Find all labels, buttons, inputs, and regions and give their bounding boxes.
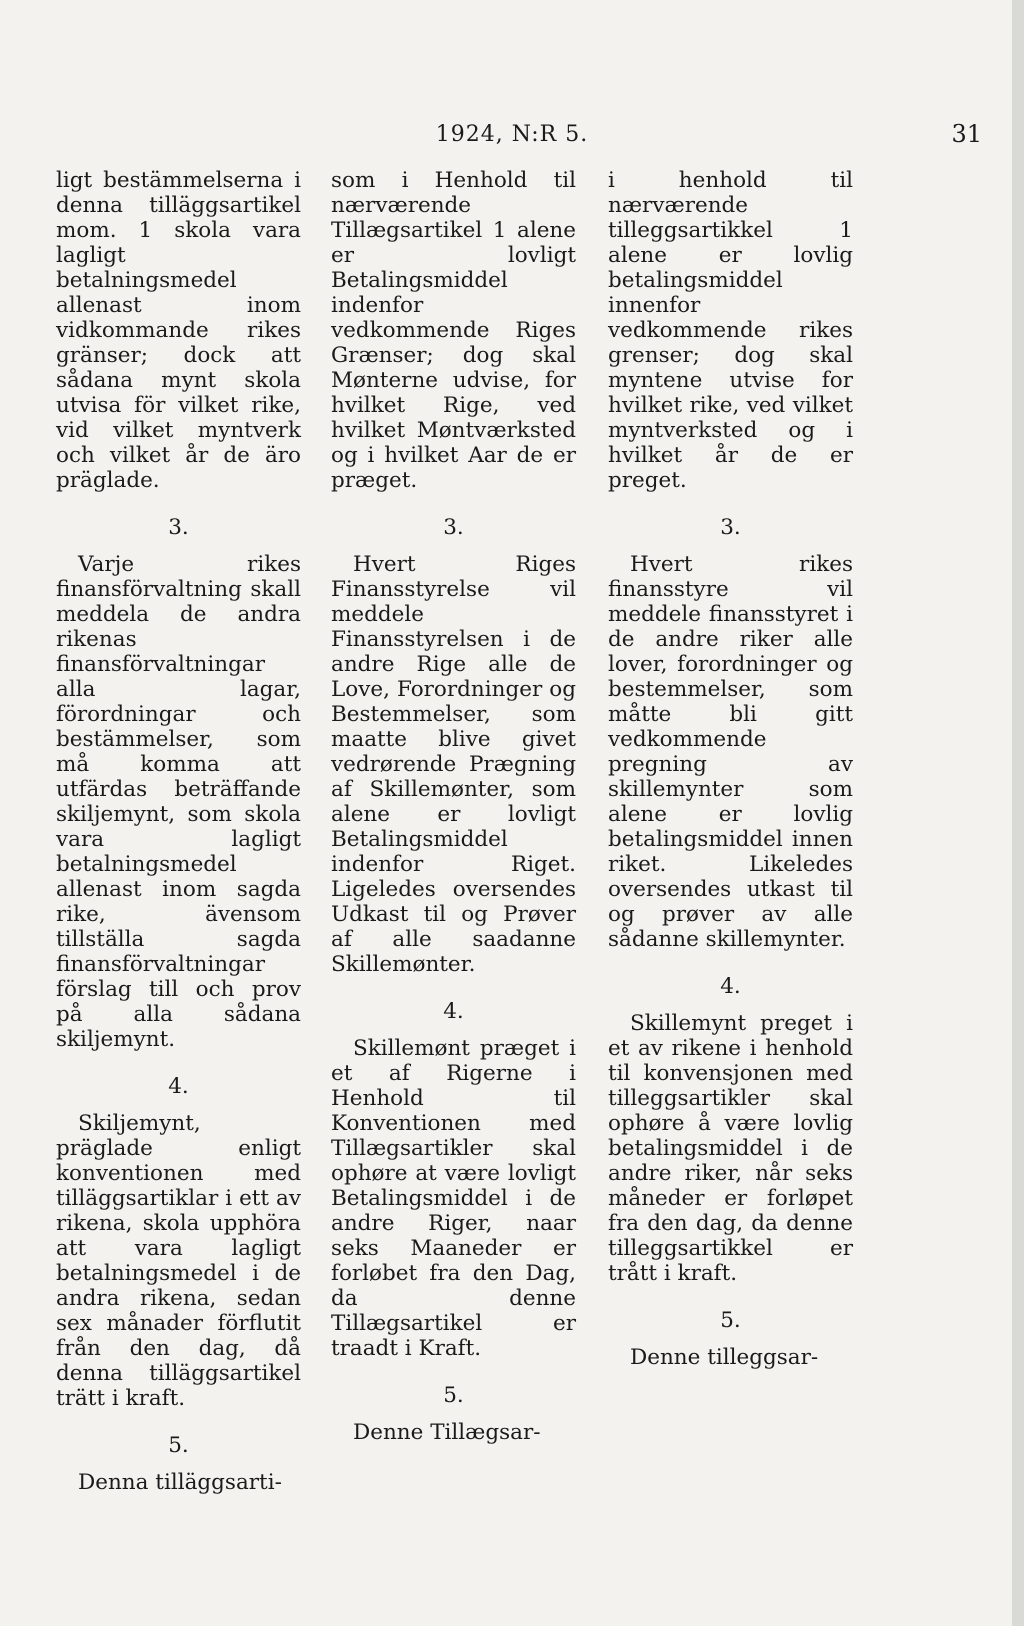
section-heading-4: 4. bbox=[720, 974, 741, 999]
paragraph-section-5: Denne tilleggsar- bbox=[630, 1345, 819, 1370]
paragraph-section-3: Varje rikes finansförvaltning skall meddela de andra rikenas finansförvaltningar alla lagar, förordningar och bestämmelser, som må komma att utfärdas beträffande skiljemynt, som skola vara lagligt betalningsmedel allenast inom sagda rike, ävensom tillställa sagda finansförvaltningar förslag till och prov på alla sådana skiljemynt. bbox=[56, 552, 301, 1052]
paragraph-section-4: Skillemynt preget i et av rikene i henhold til konvensjonen med tilleggsartikler skal ophøre å være lovlig betalingsmiddel i de andre riker, når seks måneder er forløpet fra den dag, da denne tilleggsartikkel er trått i kraft. bbox=[608, 1011, 853, 1286]
column-norwegian bbox=[608, 168, 853, 1370]
paragraph-section-4: Skiljemynt, präglade enligt konventionen med tilläggsartiklar i ett av rikena, skola upphöra att vara lagligt betalningsmedel i de andra rikena, sedan sex månader förflutit från den dag, då denna tilläggsartikel trätt i kraft. bbox=[56, 1111, 301, 1411]
section-heading-3: 3. bbox=[168, 515, 189, 540]
section-heading-5: 5. bbox=[443, 1383, 464, 1408]
paragraph-continued: ligt bestämmelserna i denna tilläggsartikel mom. 1 skola vara lagligt betalningsmedel allenast inom vidkommande rikes gränser; dock att sådana mynt skola utvisa för vilket rike, vid vilket myntverk och vilket år de äro präglade. bbox=[56, 168, 301, 493]
paragraph-section-4: Skillemønt præget i et af Rigerne i Henhold til Konventionen med Tillægsartikler skal ophøre at være lovligt Betalingsmiddel i de andre Riger, naar seks Maaneder er forløbet fra den Dag, da denne Tillægsartikel er traadt i Kraft. bbox=[331, 1036, 576, 1361]
paragraph-continued: som i Henhold til nærværende Tillægsartikel 1 alene er lovligt Betalingsmiddel indenfor vedkommende Riges Grænser; dog skal Mønterne udvise, for hvilket Rige, ved hvilket Møntværksted og i hvilket Aar de er præget. bbox=[331, 168, 576, 493]
paragraph-section-3: Hvert Riges Finansstyrelse vil meddele Finansstyrelsen i de andre Rige alle de Love, Forordninger og Bestemmelser, som maatte blive givet vedrørende Prægning af Skillemønter, som alene er lovligt Betalingsmiddel indenfor Riget. Ligeledes oversendes Udkast til og Prøver af alle saadanne Skillemønter. bbox=[331, 552, 576, 977]
section-heading-3: 3. bbox=[720, 515, 741, 540]
page-number: 31 bbox=[951, 120, 982, 148]
section-heading-4: 4. bbox=[443, 999, 464, 1024]
paragraph-continued: i henhold til nærværende tilleggsartikkel 1 alene er lovlig betalingsmiddel innenfor vedkommende rikes grenser; dog skal myntene utvise for hvilket rike, ved vilket myntverksted og i hvilket år de er preget. bbox=[608, 168, 853, 493]
section-heading-3: 3. bbox=[443, 515, 464, 540]
paragraph-section-5: Denna tilläggsarti- bbox=[78, 1470, 282, 1495]
paragraph-section-3: Hvert rikes finansstyre vil meddele finansstyret i de andre riker alle lover, forordninger og bestemmelser, som måtte bli gitt vedkommende pregning av skillemynter som alene er lovlig betalingsmiddel innen riket. Likeledes oversendes utkast til og prøver av alle sådanne skillemynter. bbox=[608, 552, 853, 952]
column-danish bbox=[331, 168, 576, 1445]
running-header: 1924, N:R 5. bbox=[435, 122, 589, 147]
paragraph-section-5: Denne Tillægsar- bbox=[353, 1420, 541, 1445]
section-heading-5: 5. bbox=[720, 1308, 741, 1333]
section-heading-5: 5. bbox=[168, 1433, 189, 1458]
column-swedish bbox=[56, 168, 301, 1495]
section-heading-4: 4. bbox=[168, 1074, 189, 1099]
